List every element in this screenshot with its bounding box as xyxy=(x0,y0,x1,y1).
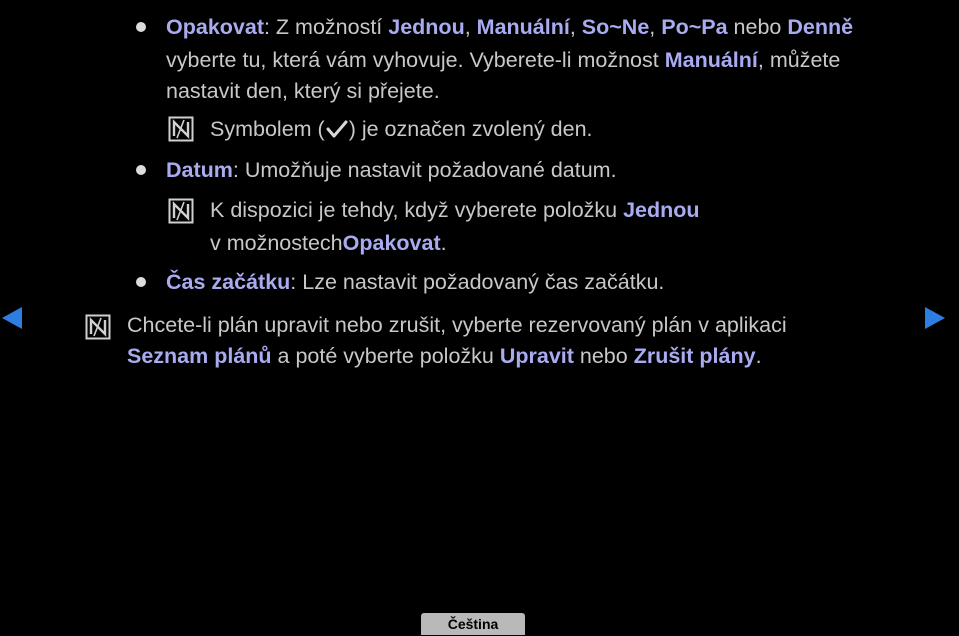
option-once: Jednou xyxy=(388,15,465,39)
note-edit-line-1: Chcete-li plán upravit nebo zrušit, vyberte rezervovaný plán v aplikaci xyxy=(127,313,787,337)
note-edit-line-2: Seznam plánů a poté vyberte položku Upravit nebo Zrušit plány. xyxy=(127,344,762,368)
note-icon xyxy=(168,198,194,224)
option-mon-fri: Po~Pa xyxy=(661,15,728,39)
date-label: Datum xyxy=(166,158,233,182)
option-manual-ref: Manuální xyxy=(664,48,758,72)
bullet-icon xyxy=(136,165,146,175)
repeat-ref: Opakovat xyxy=(342,231,441,255)
option-daily: Denně xyxy=(787,15,854,39)
option-sat-sun: So~Ne xyxy=(581,15,650,39)
next-page-icon[interactable] xyxy=(925,307,945,329)
checkmark-icon xyxy=(325,118,349,140)
repeat-label: Opakovat xyxy=(166,15,264,39)
schedule-list-link: Seznam plánů xyxy=(127,344,272,368)
option-once-ref: Jednou xyxy=(623,198,700,222)
cancel-schedules-link: Zrušit plány xyxy=(633,344,756,368)
note-icon xyxy=(85,314,111,340)
previous-page-icon[interactable] xyxy=(2,307,22,329)
repeat-line-1: Opakovat: Z možností Jednou, Manuální, So~Ne, Po~Pa nebo Denně xyxy=(166,15,854,39)
bullet-icon xyxy=(136,22,146,32)
bullet-icon xyxy=(136,277,146,287)
date-line: Datum: Umožňuje nastavit požadované datum. xyxy=(166,158,617,182)
edit-link: Upravit xyxy=(499,344,574,368)
start-time-line: Čas začátku: Lze nastavit požadovaný čas začátku. xyxy=(166,270,665,294)
repeat-line-3: nastavit den, který si přejete. xyxy=(166,79,440,103)
note-date-line-2: v možnostechOpakovat. xyxy=(210,231,447,255)
start-time-label: Čas začátku xyxy=(166,270,291,294)
language-badge: Čeština xyxy=(421,613,525,635)
repeat-line-2: vyberte tu, která vám vyhovuje. Vyberete-li možnost Manuální, můžete xyxy=(166,48,841,72)
note-icon xyxy=(168,116,194,142)
note-date-line-1: K dispozici je tehdy, když vyberete položku Jednou xyxy=(210,198,700,222)
note-symbol-line: Symbolem ( ) je označen zvolený den. xyxy=(210,117,593,141)
option-manual: Manuální xyxy=(476,15,570,39)
